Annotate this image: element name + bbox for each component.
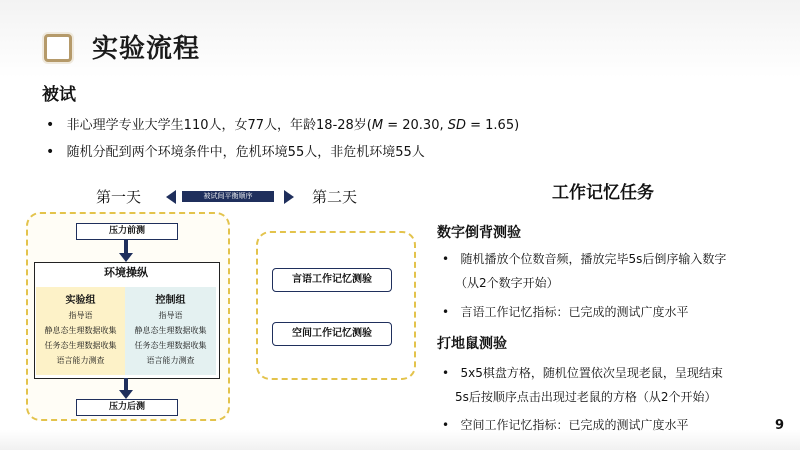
digit-bullet-1-cont: （从2个数字开始）: [455, 276, 559, 290]
page-title: 实验流程: [92, 34, 201, 64]
participants-heading: 被试: [42, 85, 76, 105]
down-arrow-icon: [119, 390, 133, 399]
digit-bullet-2: • 言语工作记忆指标：已完成的测试广度水平: [442, 305, 689, 319]
bullet-dot-icon: •: [442, 418, 450, 432]
mole-bullet-2: • 空间工作记忆指标：已完成的测试广度水平: [442, 418, 689, 432]
control-group: [125, 287, 216, 375]
bullet-dot-icon: •: [46, 117, 55, 133]
digit-span-title: 数字倒背测验: [437, 225, 521, 241]
exp-item: 语言能力测查: [56, 356, 105, 365]
mole-bullet-1: • 5x5棋盘方格，随机位置依次呈现老鼠，呈现结束: [442, 366, 723, 380]
down-arrow-icon: [119, 253, 133, 262]
experimental-group-title: 实验组: [65, 295, 96, 306]
bullet-dot-icon: •: [442, 252, 450, 266]
control-group-title: 控制组: [155, 295, 186, 306]
exp-item: 任务态生理数据收集: [44, 341, 117, 350]
digit-bullet-1: • 随机播放个位数音频，播放完毕5s后倒序输入数字: [442, 252, 727, 266]
verbal-wm-test-box: 言语工作记忆测验: [272, 268, 392, 292]
mole-test-title: 打地鼠测验: [437, 336, 507, 352]
balance-order-label: 被试间平衡顺序: [182, 191, 274, 202]
participants-bullet-1: • 非心理学专业大学生110人，女77人，年龄18-28岁(M = 20.30, SD = 1.65): [46, 117, 520, 133]
day1-label: 第一天: [96, 188, 142, 206]
ctl-item: 任务态生理数据收集: [134, 341, 207, 350]
bullet-dot-icon: •: [46, 144, 55, 160]
post-stress-box: 压力后测: [76, 399, 178, 416]
working-memory-heading: 工作记忆任务: [552, 183, 654, 203]
bullet-dot-icon: •: [442, 366, 450, 380]
exp-item: 指导语: [68, 311, 93, 320]
spatial-wm-test-box: 空间工作记忆测验: [272, 322, 392, 346]
experimental-group: [36, 287, 125, 375]
ctl-item: 语言能力测查: [146, 356, 195, 365]
bullet-dot-icon: •: [442, 305, 450, 319]
title-square-icon: [44, 34, 72, 62]
pre-stress-box: 压力前测: [76, 223, 178, 240]
exp-item: 静息态生理数据收集: [44, 326, 117, 335]
ctl-item: 静息态生理数据收集: [134, 326, 207, 335]
ctl-item: 指导语: [158, 311, 183, 320]
participants-bullet-2: • 随机分配到两个环境条件中，危机环境55人，非危机环境55人: [46, 144, 425, 160]
day2-panel: [256, 231, 416, 380]
environment-manipulation-title: 环境操纵: [104, 266, 148, 279]
footer-background: [0, 430, 800, 450]
page-number: 9: [775, 418, 785, 433]
day2-label: 第二天: [312, 188, 358, 206]
mole-bullet-1-cont: 5s后按顺序点击出现过老鼠的方格（从2个开始）: [455, 390, 717, 404]
